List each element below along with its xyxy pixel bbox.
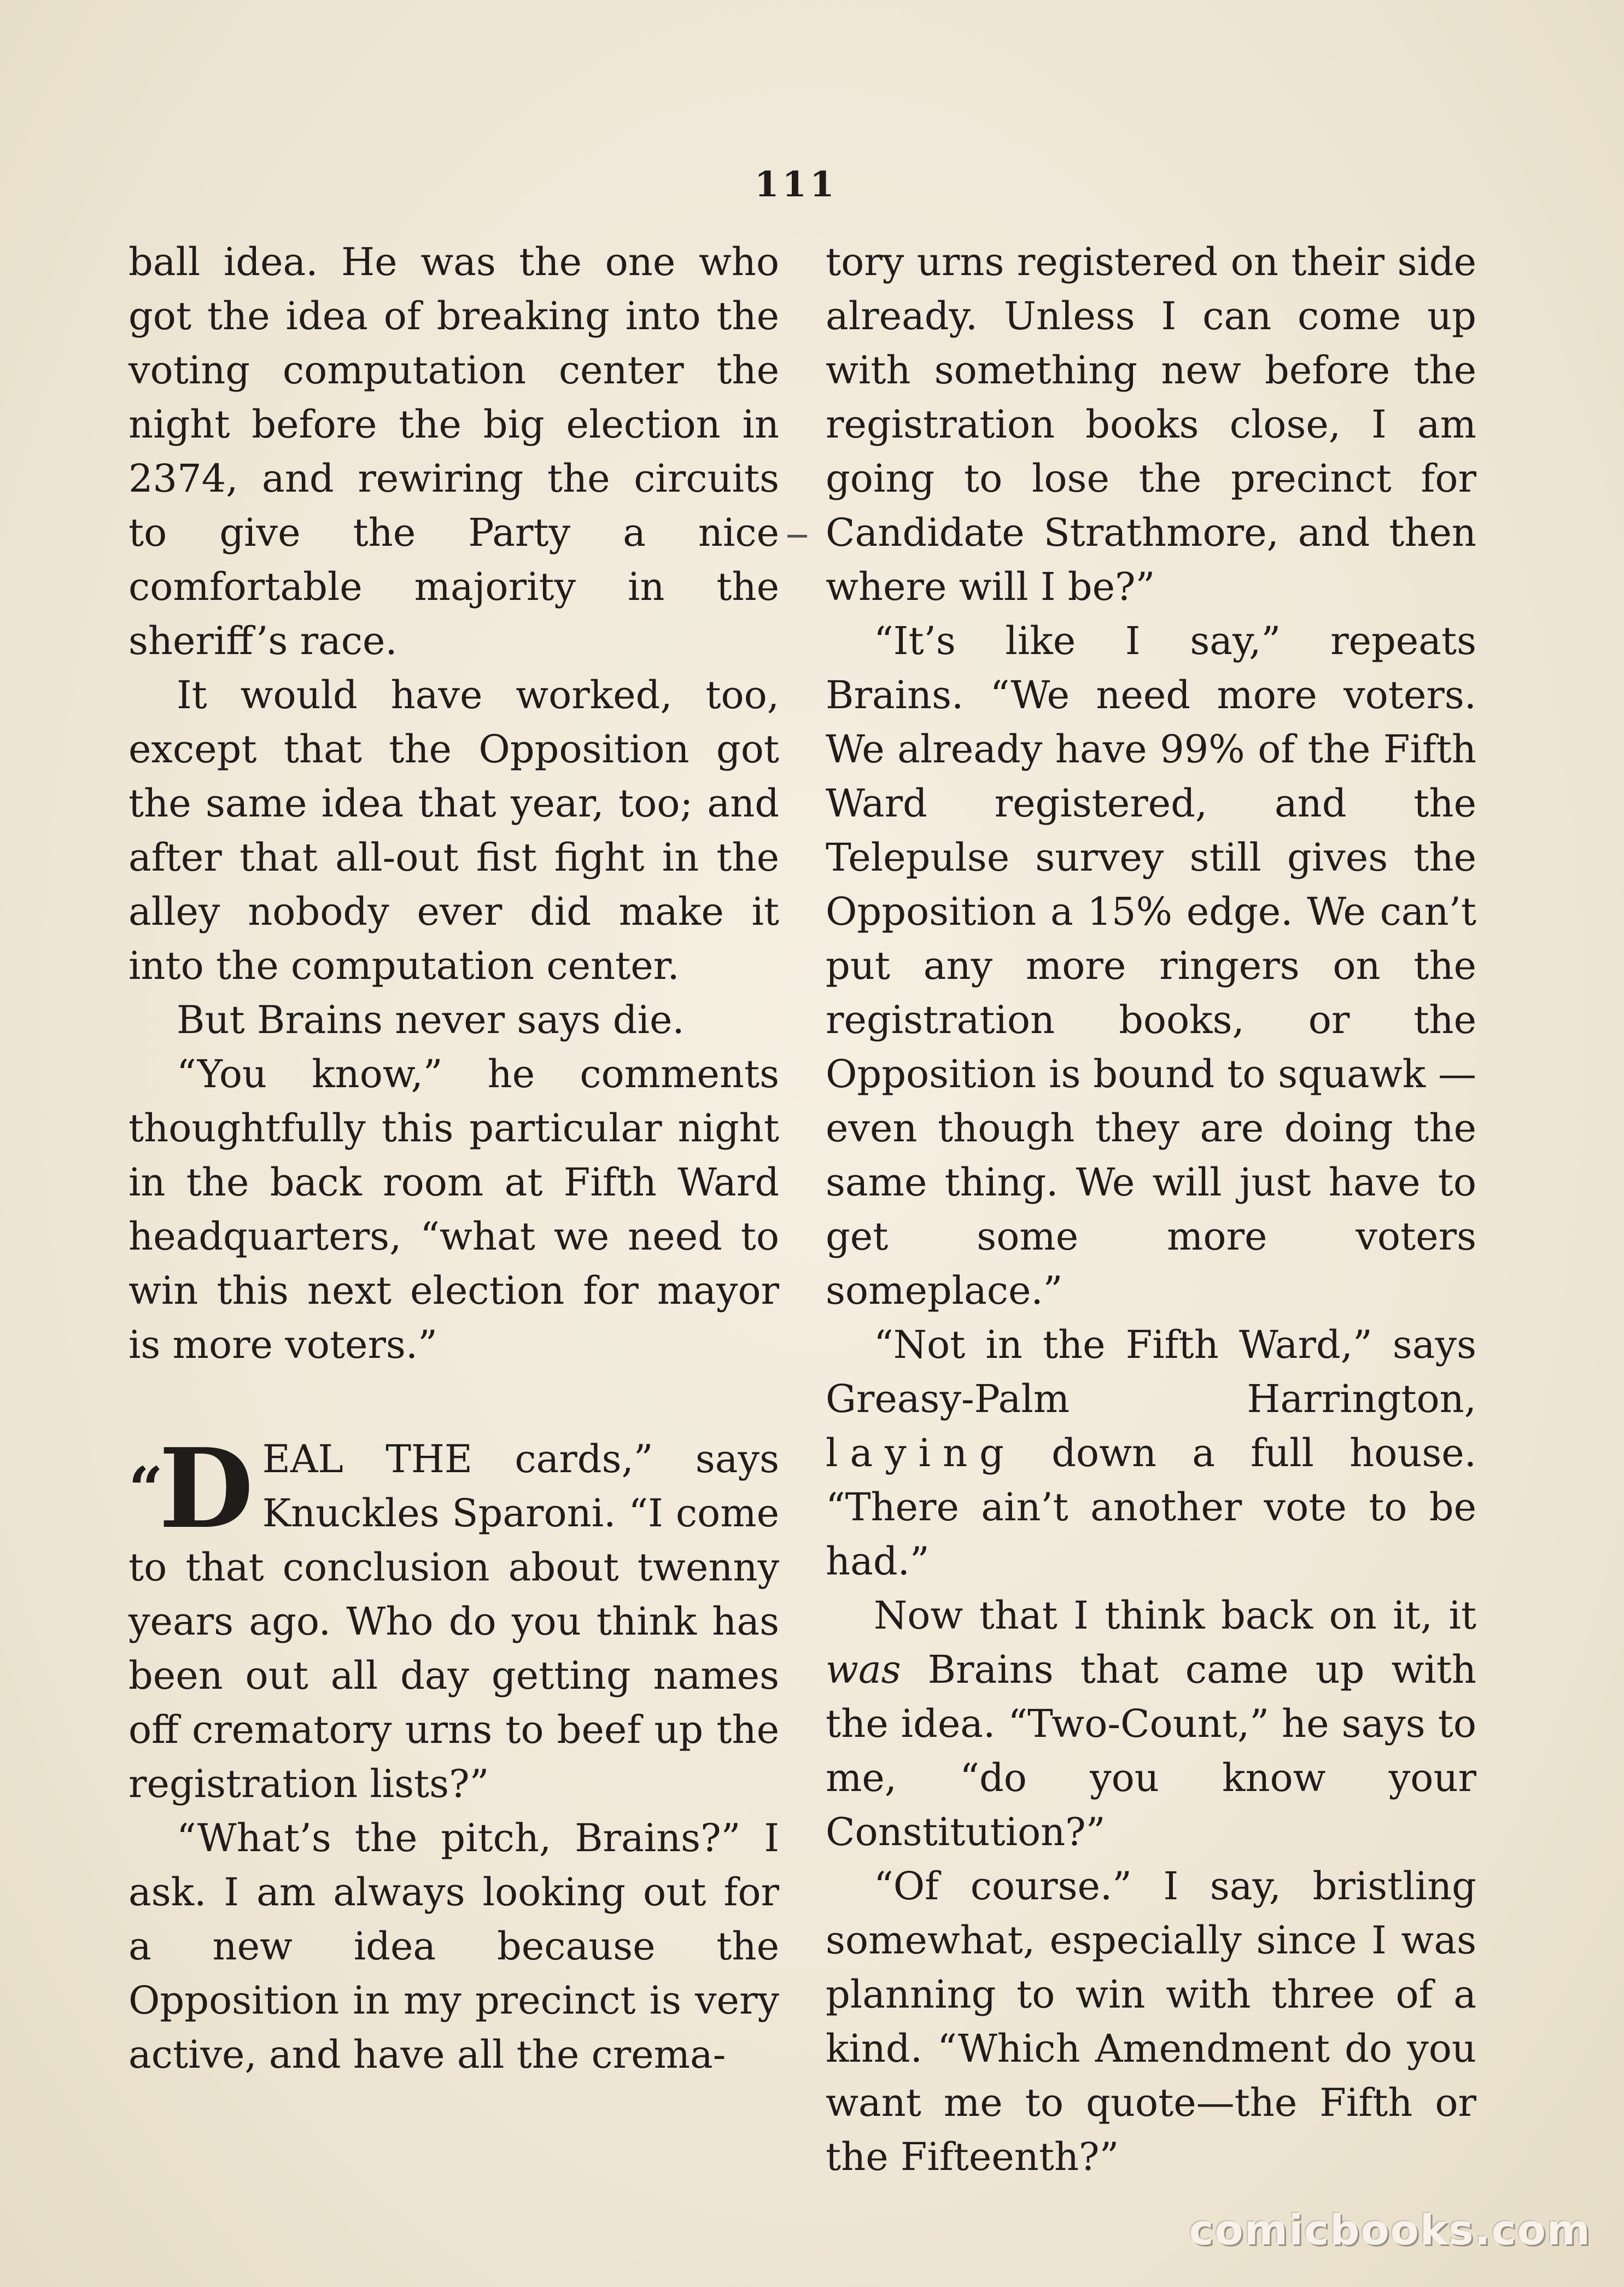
paragraph: “It’s like I say,” repeats Brains. “We need more voters. We already have 99% of the Fifth Ward registered, and the Telepulse survey still gives the Opposition a 15% edge. We can’t put any more ringers on the registration books, or the Opposition is bound to squawk —even though they are doing the same thing. We will just have to get some more voters someplace.” <box>826 619 1476 1313</box>
paragraph <box>826 1318 1476 1589</box>
watermark: comicbooks.com <box>1189 2206 1591 2254</box>
paragraph: “Of course.” I say, bristling somewhat, especially since I was planning to win with three of a kind. “Which Amendment do you want me to quote—the Fifth or the Fifteenth?” <box>826 1864 1476 2179</box>
paragraph-text: “Not in the Fifth Ward,” says Greasy-Palm Harrington, <box>826 1322 1476 1421</box>
paragraph: “What’s the pitch, Brains?” I ask. I am always looking out for a new idea because the Opposition in my precinct is very active, and have all the crema- <box>128 1816 779 2077</box>
paragraph-text: Now that I think back on it, it <box>874 1593 1476 1638</box>
right-column <box>826 235 1476 2184</box>
paragraph-text: Brains that came up with the idea. “Two-Count,” he says to me, “do you know your Constitution?” <box>826 1647 1476 1854</box>
left-column <box>128 235 779 2082</box>
paragraph: It would have worked, too, except that the Opposition got the same idea that year, too; and after that all-out fist fight in the alley nobody ever did make it into the computation center. <box>128 673 779 988</box>
paragraph <box>826 1589 1476 1859</box>
paragraph: ball idea. He was the one who got the idea of breaking into the voting computation center the night before the big election in 2374, and rewiring the circuits to give the Party a nice comfortable majority in the sheriff’s race. <box>128 240 779 663</box>
paragraph: “You know,” he comments thoughtfully this particular night in the back room at Fifth Ward headquarters, “what we need to win this next election for mayor is more voters.” <box>128 1052 779 1367</box>
drop-cap: “D <box>128 1425 254 1553</box>
italic-word: was <box>826 1647 901 1692</box>
paragraph-text: EAL THE cards,” says Knuckles Sparoni. “I come to that conclusion about twenny years ago. Who do you think has been out all day getting names off crematory urns to beef up the registration lists?” <box>128 1437 779 1806</box>
dropcap-paragraph <box>128 1425 779 1811</box>
page-number: 111 <box>755 164 838 205</box>
paragraph-text: down a full house. “There ain’t another vote to be had.” <box>826 1431 1476 1584</box>
paragraph: But Brains never says die. <box>177 997 685 1042</box>
gutter-dash-mark <box>787 535 807 538</box>
spaced-word: laying <box>826 1431 1016 1475</box>
paragraph: tory urns registered on their side already. Unless I can come up with something new before the registration books close, I am going to lose the precinct for Candidate Strathmore, and then where will I be?” <box>826 240 1476 609</box>
